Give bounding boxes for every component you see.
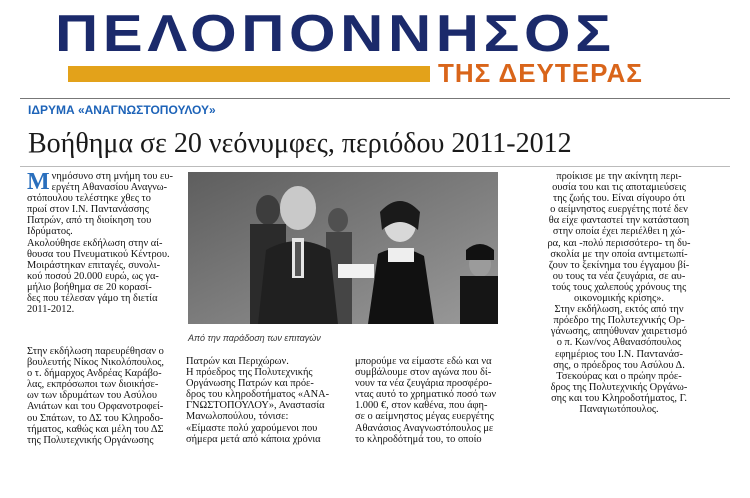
text-line: ο π. Κων/νος Αθανασόπουλος (556, 337, 682, 349)
text-line: Οργάνωσης Πατρών και πρόε- (186, 378, 314, 390)
text-line: σήμερα μετά από κάποια χρόνια (186, 433, 321, 445)
text-line: 1.000 €, στον καθένα, που άφη- (355, 400, 488, 412)
text-line: τούς τους χαλεπούς χρόνους της (551, 281, 687, 293)
photo-image (188, 172, 498, 324)
article-column-2 (186, 356, 346, 445)
text-line: ο αείμνηστος ευεργέτης ποτέ δεν (550, 204, 688, 216)
top-rule (20, 98, 730, 99)
text-line: το κληροδότημά του, το οποίο (355, 433, 482, 445)
text-line: εφημέριος του Ι.Ν. Παντανάσ- (555, 348, 683, 360)
text-line: σκολία με την οποία αντιμετωπί- (550, 248, 688, 260)
text-line: ζουν το ξεκίνημα του έγγαμου βί- (548, 259, 690, 271)
text-line: νουν τα νέα ζευγάρια προσφέρο- (355, 378, 492, 390)
text-line: θα είχε φανταστεί την κατάσταση (548, 215, 690, 227)
text-line: ου Σπάτων, το ΔΣ του Κληροδο- (27, 412, 164, 424)
text-line: Ανιάτων και του Ορφανοτροφεί- (27, 401, 164, 413)
text-line: δρος του κληροδοτήματος «ΑΝΑ- (186, 389, 330, 401)
text-line: της ζωής του. Είναι σίγουρο ότι (552, 193, 686, 205)
article-column-1 (27, 171, 187, 315)
dropcap: Μ (27, 169, 50, 195)
text-line: Παναγιωτόπουλος. (579, 403, 659, 415)
text-line: ΓΝΩΣΤΟΠΟΥΛΟΥ», Αναστασία (186, 400, 325, 412)
text-line: Στην εκδήλωση, εκτός από την (554, 304, 684, 316)
text-line: Τσεκούρας και ο πρώην πρόε- (556, 370, 682, 382)
text-line: θουσα του Πνευματικού Κέντρου. (27, 248, 170, 260)
text-line: Μοιράστηκαν επιταγές, συνολι- (27, 259, 161, 271)
text-line: βουλευτής Νίκος Νικολόπουλος, (27, 357, 164, 369)
article-column-1-continued (27, 346, 187, 446)
text-line: δρος της Πολυτεχνικής Οργάνω- (550, 381, 688, 393)
text-line: ου τους τα νέα ζευγάρια, σε αυ- (552, 270, 686, 282)
text-line: εργέτη Αθανασίου Αναγνω- (51, 182, 168, 194)
text-line: γάνωσης, απηύθυναν χαιρετισμό (550, 326, 688, 338)
text-line: ρα, και -πολύ περισσότερο- τη δυ- (547, 237, 691, 249)
text-line: τήματος, καθώς και μέλη του ΔΣ (27, 423, 164, 435)
article-column-4 (525, 171, 713, 415)
text-line: προίκισε με την ακίνητη περι- (556, 171, 682, 182)
text-line: πρωί στον Ι.Ν. Παντανάσσης (27, 204, 149, 216)
text-line: λας, εκπρόσωποι των διοικήσε- (27, 379, 159, 391)
masthead-title: ΠΕΛΟΠΟΝΝΗΣΟΣ (55, 5, 616, 63)
column-1-text (27, 171, 187, 315)
text-line: Ιδρύματος. (27, 226, 73, 238)
text-line: 2011-2012. (27, 304, 75, 316)
text-line: στόπουλου τελέστηκε χθες το (27, 193, 151, 205)
text-line: της Πολυτεχνικής Οργάνωσης (27, 434, 154, 446)
text-line: ουσία του και τις αποταμιεύσεις (552, 182, 686, 194)
text-line: οικονομικής κρίσης». (574, 293, 664, 305)
text-line: Πατρών, από τη διοίκηση του (27, 215, 152, 227)
text-line: σης και του Κληροδοτήματος, Γ. (551, 392, 687, 404)
text-line: σης, ο πρόεδρος του Ασύλου Δ. (553, 359, 685, 371)
text-line: πρόεδρο της Πολυτεχνικής Ορ- (553, 315, 685, 327)
text-line: ο τ. δήμαρχος Ανδρέας Καράβο- (27, 368, 162, 380)
text-line: Ακολούθησε εκδήλωση στην αί- (27, 237, 163, 249)
text-line: σε ο αείμνηστος μέγας ευεργέτης (355, 411, 494, 423)
masthead-subtitle: ΤΗΣ ΔΕΥΤΕΡΑΣ (438, 58, 643, 88)
text-line: ων των ιδρυμάτων του Ασύλου (27, 390, 157, 402)
text-line: δες που τέλεσαν γάμο τη διετία (27, 293, 158, 305)
text-line: συμβάλουμε στον αγώνα που δί- (355, 367, 492, 379)
headline-rule (20, 166, 730, 167)
article-headline: Βοήθημα σε 20 νεόνυμφες, περιόδου 2011-2012 (28, 128, 572, 159)
photo-caption: Από την παράδοση των επιταγών (188, 333, 321, 343)
text-line: νημόσυνο στη μνήμη του ευ- (51, 171, 173, 182)
article-column-3 (355, 356, 515, 445)
text-line: Μανωλοπούλου, τόνισε: (186, 411, 289, 423)
text-line: Η πρόεδρος της Πολυτεχνικής (186, 367, 313, 379)
text-line: Πατρών και Περιχώρων. (186, 356, 289, 367)
article-photo (188, 172, 498, 324)
masthead-bar (68, 66, 430, 82)
article-kicker: ΙΔΡΥΜΑ «ΑΝΑΓΝΩΣΤΟΠΟΥΛΟΥ» (28, 103, 216, 117)
text-line: μπορούμε να είμαστε εδώ και να (355, 356, 492, 367)
text-line: Αθανάσιος Αναγνωστόπουλος με (355, 422, 494, 434)
text-line: ντας αυτό το χρηματικό ποσό των (355, 389, 497, 401)
text-line: «Είμαστε πολύ χαρούμενοι που (186, 422, 318, 434)
text-line: στην οποία έχει περιέλθει η χώ- (552, 226, 686, 238)
text-line: κού ποσού 20.000 ευρώ, ως γα- (27, 270, 159, 282)
text-line: μήλιο βοήθημα σε 20 κορασί- (27, 281, 152, 293)
text-line: Στην εκδήλωση παρευρέθησαν ο (27, 346, 164, 357)
